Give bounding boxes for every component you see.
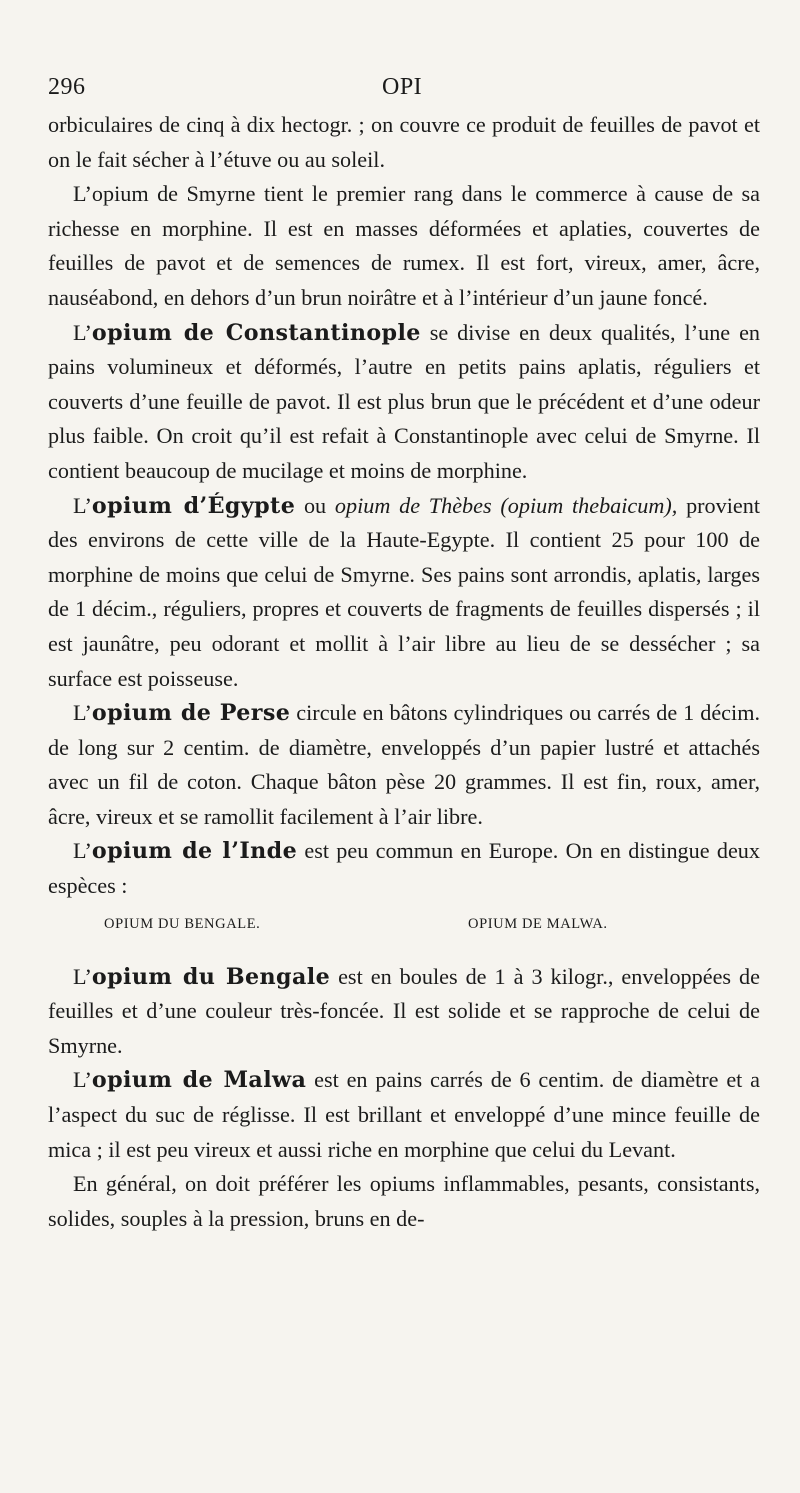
- paragraph-malwa: [48, 1063, 760, 1167]
- running-header: [48, 70, 760, 108]
- subheading-bengale: OPIUM DU BENGALE.: [104, 915, 261, 932]
- paragraph-smyrne: [48, 177, 760, 315]
- paragraph-text: provient des environs de cette ville de la Haute-Egypte. Il contient 25 pour 100 de morphine de moins que celui de Smyrne. Ses pains sont arrondis, aplatis, larges de 1 décim., réguliers, propres et couverts de fragments de feuilles dispersés ; il est jaunâtre, peu odorant et mollit à l’air libre au lieu de se dessécher ; sa surface est poisseuse.: [48, 492, 761, 691]
- paragraph-text: En général, on doit préférer les opiums inflammables, pesants, consistants, solides, souples à la pression, bruns en de-: [48, 1171, 760, 1231]
- paragraph-text: orbiculaires de cinq à dix hectogr. ; on couvre ce produit de feuilles de pavot et on le fait sécher à l’étuve ou au soleil.: [48, 112, 760, 172]
- paragraph-general: [48, 1167, 760, 1236]
- italic-synonym: opium de Thèbes (opium thebaicum),: [334, 492, 678, 518]
- page-number: 296: [48, 74, 86, 100]
- entry-heading: opium de Constantinople: [91, 319, 421, 346]
- paragraph-continuation: [48, 108, 760, 177]
- paragraph-lead: L’: [73, 838, 92, 864]
- paragraph-text: est en pains carrés de 6 centim. de diamètre et a l’aspect du suc de réglisse. Il est brillant et enveloppé d’une mince feuille de mica ; il est peu vireux et aussi riche en morphine que celui du Levant.: [48, 1067, 760, 1162]
- entry-heading: opium du Bengale: [91, 963, 331, 990]
- running-title: OPI: [382, 74, 423, 100]
- paragraph-perse: [48, 696, 760, 834]
- subheading-malwa: OPIUM DE MALWA.: [468, 915, 608, 932]
- paragraph-inde: [48, 834, 760, 903]
- paragraph-constantinople: [48, 316, 760, 489]
- paragraph-lead: L’: [73, 700, 92, 726]
- entry-heading: opium de Malwa: [91, 1067, 307, 1094]
- subheadings: [48, 904, 760, 960]
- paragraph-egypte: [48, 489, 760, 697]
- paragraph-lead: L’: [73, 492, 92, 518]
- paragraph-text: circule en bâtons cylindriques ou carrés de 1 décim. de long sur 2 centim. de diamètre, enveloppés d’un papier lustré et attachés avec un fil de coton. Chaque bâton pèse 20 grammes. Il est fin, roux, amer, âcre, vireux et se ramollit facilement à l’air libre.: [48, 700, 761, 829]
- paragraph-connector: ou: [295, 492, 335, 518]
- paragraph-text: se divise en deux qualités, l’une en pains volumineux et déformés, l’autre en petits pains aplatis, réguliers et couverts d’une feuille de pavot. Il est plus brun que le précédent et d’une odeur plus faible. On croit qu’il est refait à Constantinople avec celui de Smyrne. Il contient beaucoup de mucilage et moins de morphine.: [48, 319, 761, 483]
- document-page: [48, 70, 760, 1236]
- paragraph-bengale: [48, 960, 760, 1064]
- entry-heading: opium de l’Inde: [91, 838, 298, 865]
- paragraph-text: L’opium de Smyrne tient le premier rang dans le commerce à cause de sa richesse en morphine. Il est en masses déformées et aplaties, couvertes de feuilles de pavot et de semences de rumex. Il est fort, vireux, amer, âcre, nauséabond, en dehors d’un brun noirâtre et à l’intérieur d’un jaune foncé.: [48, 181, 760, 310]
- entry-heading: opium de Perse: [91, 700, 291, 727]
- paragraph-text: est peu commun en Europe. On en distingue deux espèces :: [48, 838, 760, 899]
- entry-heading: opium d’Égypte: [91, 492, 296, 519]
- paragraph-lead: L’: [73, 319, 92, 345]
- paragraph-lead: L’: [73, 1067, 92, 1093]
- paragraph-text: est en boules de 1 à 3 kilogr., enveloppées de feuilles et d’une couleur très-foncée. Il est solide et se rapproche de celui de Smyrne.: [48, 963, 761, 1058]
- paragraph-lead: L’: [73, 963, 92, 989]
